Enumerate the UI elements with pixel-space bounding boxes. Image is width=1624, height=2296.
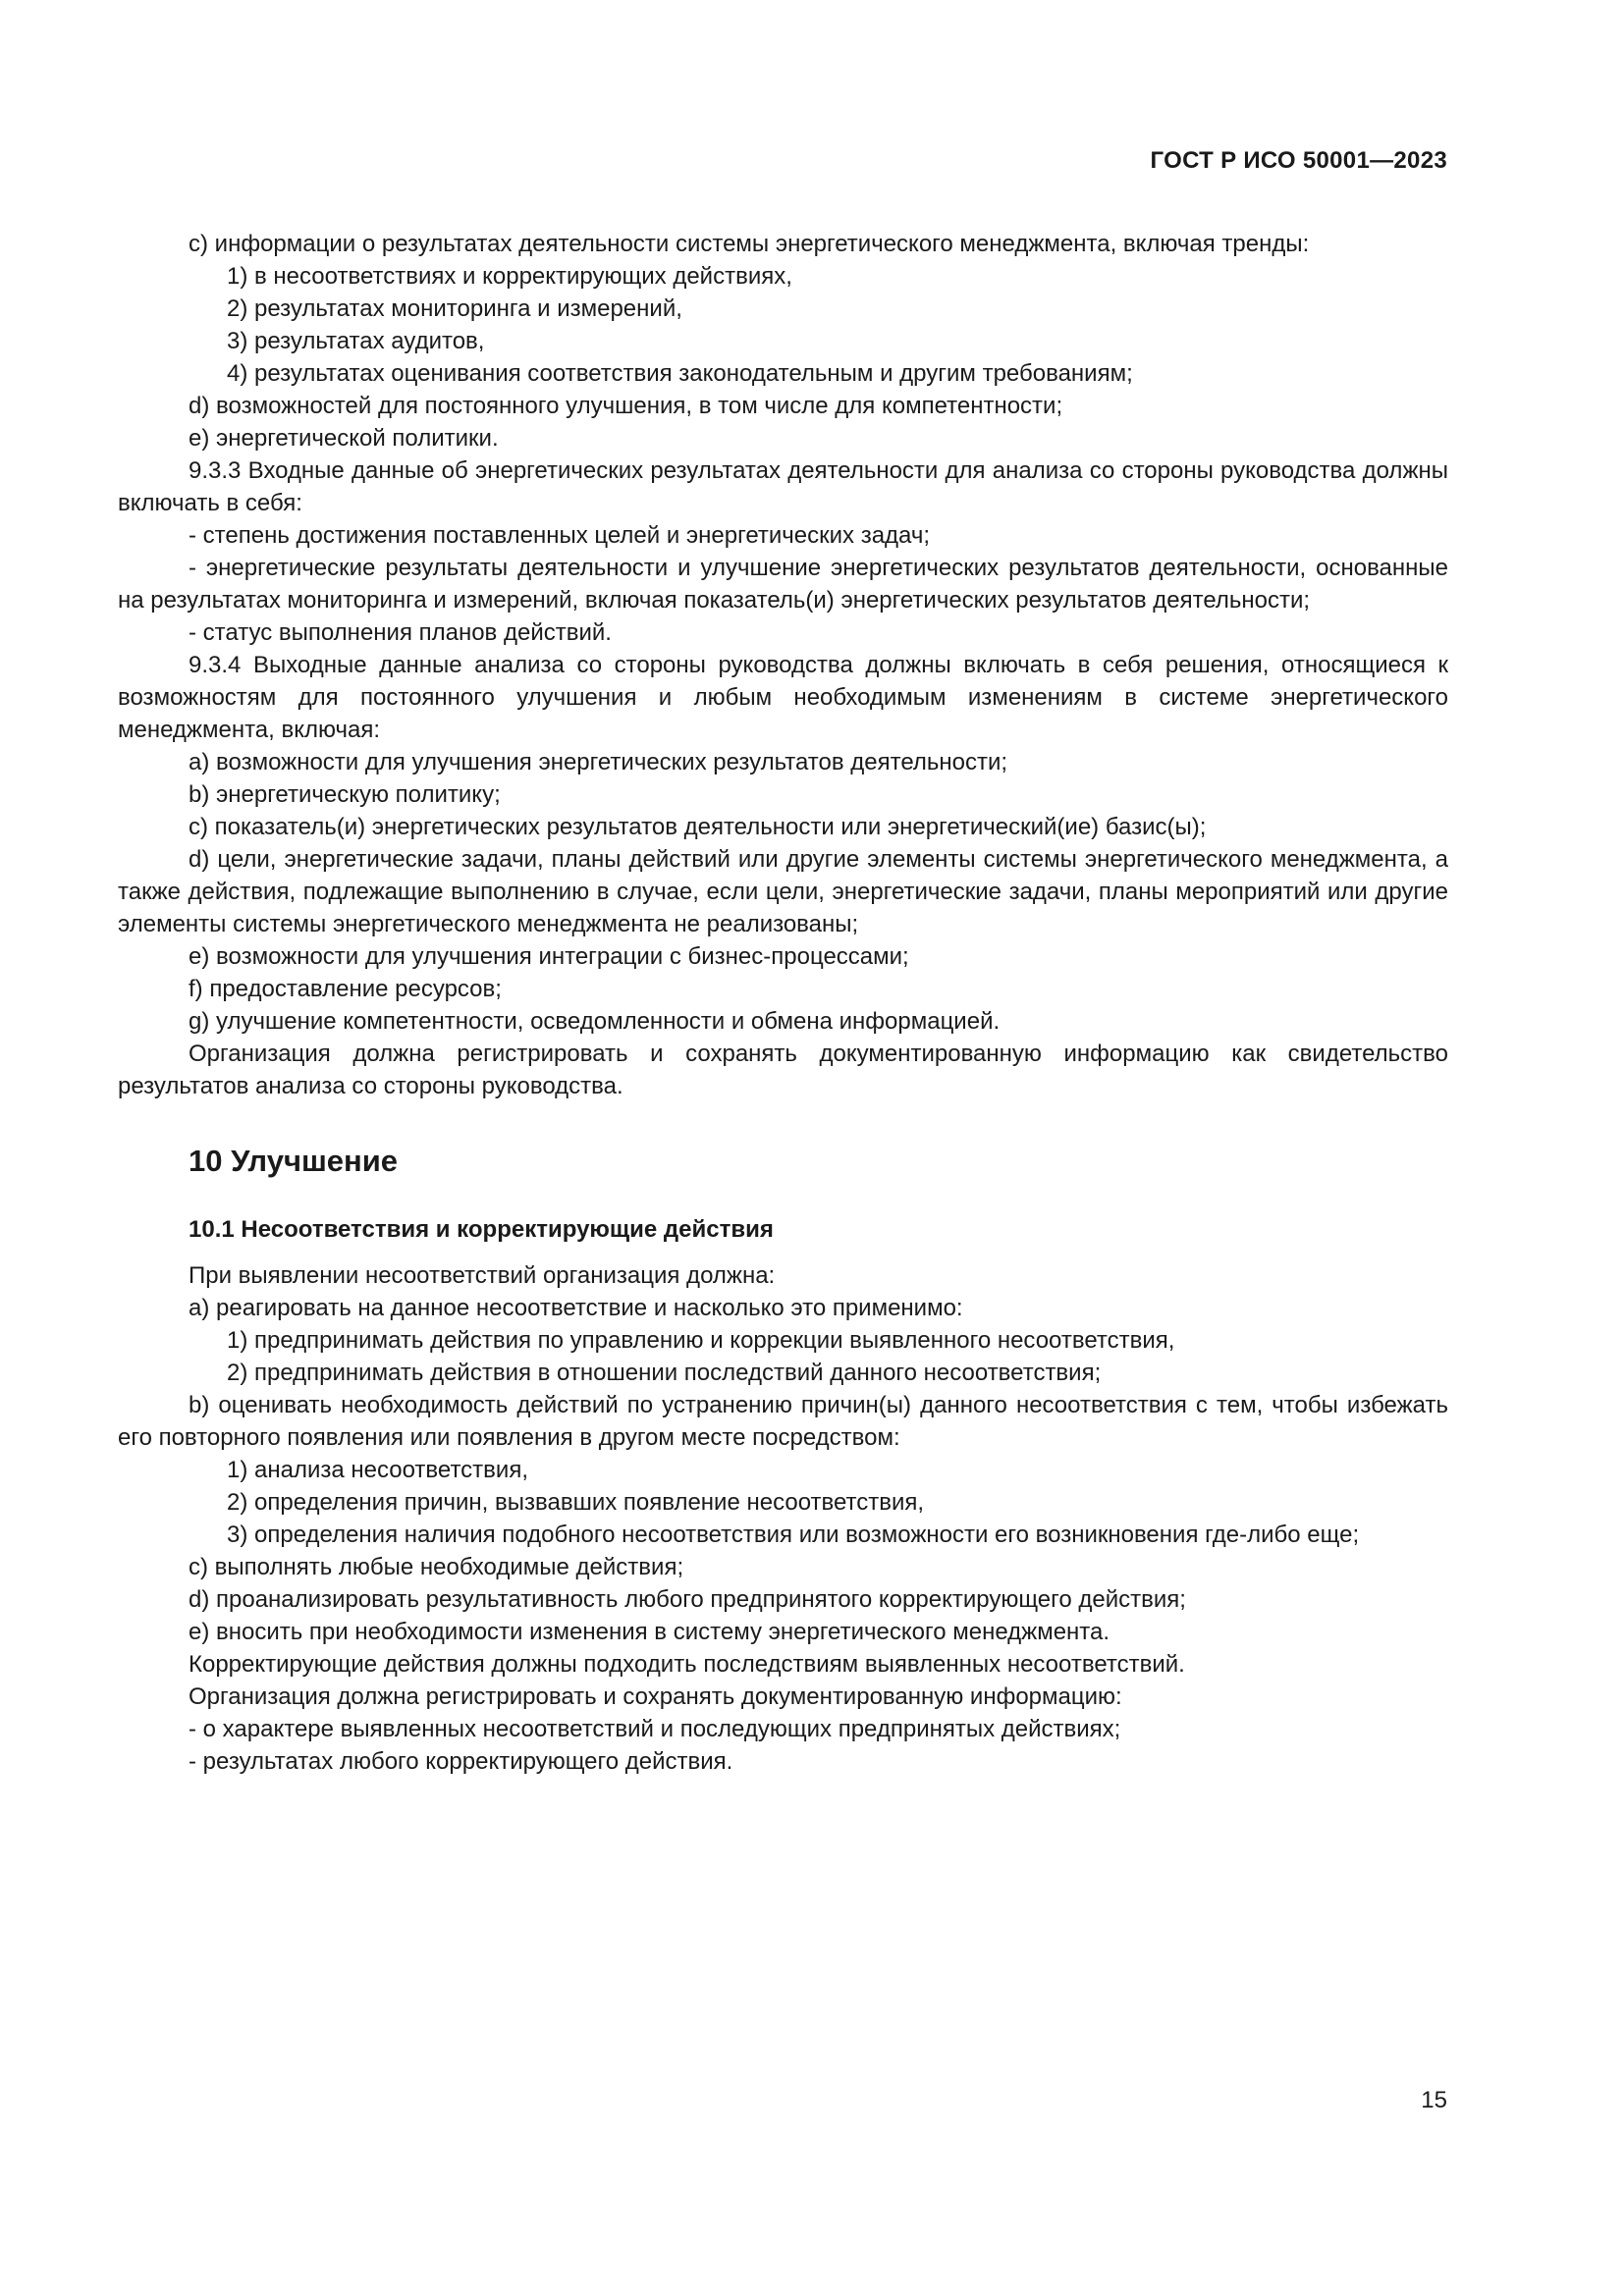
- document-header: ГОСТ Р ИСО 50001—2023: [1150, 147, 1447, 174]
- list-item: c) показатель(и) энергетических результатов деятельности или энергетический(ие) базис(ы);: [189, 814, 1207, 840]
- dash-item: - результатах любого корректирующего действия.: [189, 1748, 733, 1775]
- subitem: 3) определения наличия подобного несоответствия или возможности его возникновения где-либо еще;: [227, 1522, 1360, 1548]
- item-c: c) информации о результатах деятельности системы энергетического менеджмента, включая тренды:: [189, 231, 1310, 257]
- item-e: e) вносить при необходимости изменения в систему энергетического менеджмента.: [189, 1619, 1110, 1645]
- subitem: 4) результатах оценивания соответствия законодательным и другим требованиям;: [227, 360, 1133, 387]
- subitem: 2) результатах мониторинга и измерений,: [227, 295, 682, 322]
- subitem: 1) анализа несоответствия,: [227, 1457, 528, 1483]
- dash-item: - о характере выявленных несоответствий и последующих предпринятых действиях;: [189, 1716, 1121, 1742]
- item-d: d) проанализировать результативность любого предпринятого корректирующего действия;: [189, 1586, 1186, 1613]
- list-item: b) энергетическую политику;: [189, 781, 501, 808]
- item-a: a) реагировать на данное несоответствие и насколько это применимо:: [189, 1295, 963, 1321]
- item-d: d) возможностей для постоянного улучшения, в том числе для компетентности;: [189, 393, 1063, 419]
- subitem: 3) результатах аудитов,: [227, 328, 485, 354]
- intro-paragraph: При выявлении несоответствий организация должна:: [189, 1262, 776, 1289]
- section-title: 10 Улучшение: [189, 1144, 399, 1178]
- subitem: 2) определения причин, вызвавших появление несоответствия,: [227, 1489, 925, 1516]
- list-item: a) возможности для улучшения энергетических результатов деятельности;: [189, 749, 1008, 775]
- record-paragraph: Организация должна регистрировать и сохранять документированную информацию как свидетельство результатов анализа со стороны руководства.: [118, 1041, 1448, 1099]
- list-item: d) цели, энергетические задачи, планы действий или другие элементы системы энергетического менеджмента, а также действия, подлежащие выполнению в случае, если цели, энергетические задачи, планы мероприятий или другие элементы системы энергетического менеджмента не реализованы;: [118, 846, 1448, 937]
- list-item: e) возможности для улучшения интеграции с бизнес-процессами;: [189, 943, 909, 970]
- record-paragraph: Организация должна регистрировать и сохранять документированную информацию:: [189, 1683, 1122, 1710]
- item-c: c) выполнять любые необходимые действия;: [189, 1554, 684, 1580]
- page-number: 15: [1421, 2087, 1447, 2113]
- dash-item: - степень достижения поставленных целей и энергетических задач;: [189, 522, 931, 549]
- dash-item: - энергетические результаты деятельности и улучшение энергетических результатов деятельности, основанные на результатах мониторинга и измерений, включая показатель(и) энергетических результатов деятельности;: [118, 555, 1448, 614]
- list-item: f) предоставление ресурсов;: [189, 976, 502, 1002]
- item-b: b) оценивать необходимость действий по устранению причин(ы) данного несоответствия с тем, чтобы избежать его повторного появления или появления в другом месте посредством:: [118, 1392, 1448, 1451]
- subitem: 2) предпринимать действия в отношении последствий данного несоответствия;: [227, 1360, 1102, 1386]
- paragraph-9-3-3: 9.3.3 Входные данные об энергетических результатах деятельности для анализа со стороны руководства должны включать в себя:: [118, 457, 1448, 516]
- corrective-paragraph: Корректирующие действия должны подходить последствиям выявленных несоответствий.: [189, 1651, 1185, 1678]
- paragraph-9-3-4: 9.3.4 Выходные данные анализа со стороны руководства должны включать в себя решения, относящиеся к возможностям для постоянного улучшения и любым необходимым изменениям в системе энергетического менеджмента, включая:: [118, 652, 1448, 743]
- dash-item: - статус выполнения планов действий.: [189, 619, 612, 646]
- subitem: 1) предпринимать действия по управлению и коррекции выявленного несоответствия,: [227, 1327, 1175, 1354]
- list-item: g) улучшение компетентности, осведомленности и обмена информацией.: [189, 1008, 1001, 1035]
- item-e: e) энергетической политики.: [189, 425, 499, 452]
- subitem: 1) в несоответствиях и корректирующих действиях,: [227, 263, 792, 290]
- subsection-title: 10.1 Несоответствия и корректирующие действия: [189, 1216, 774, 1243]
- page-content: [118, 228, 1448, 1778]
